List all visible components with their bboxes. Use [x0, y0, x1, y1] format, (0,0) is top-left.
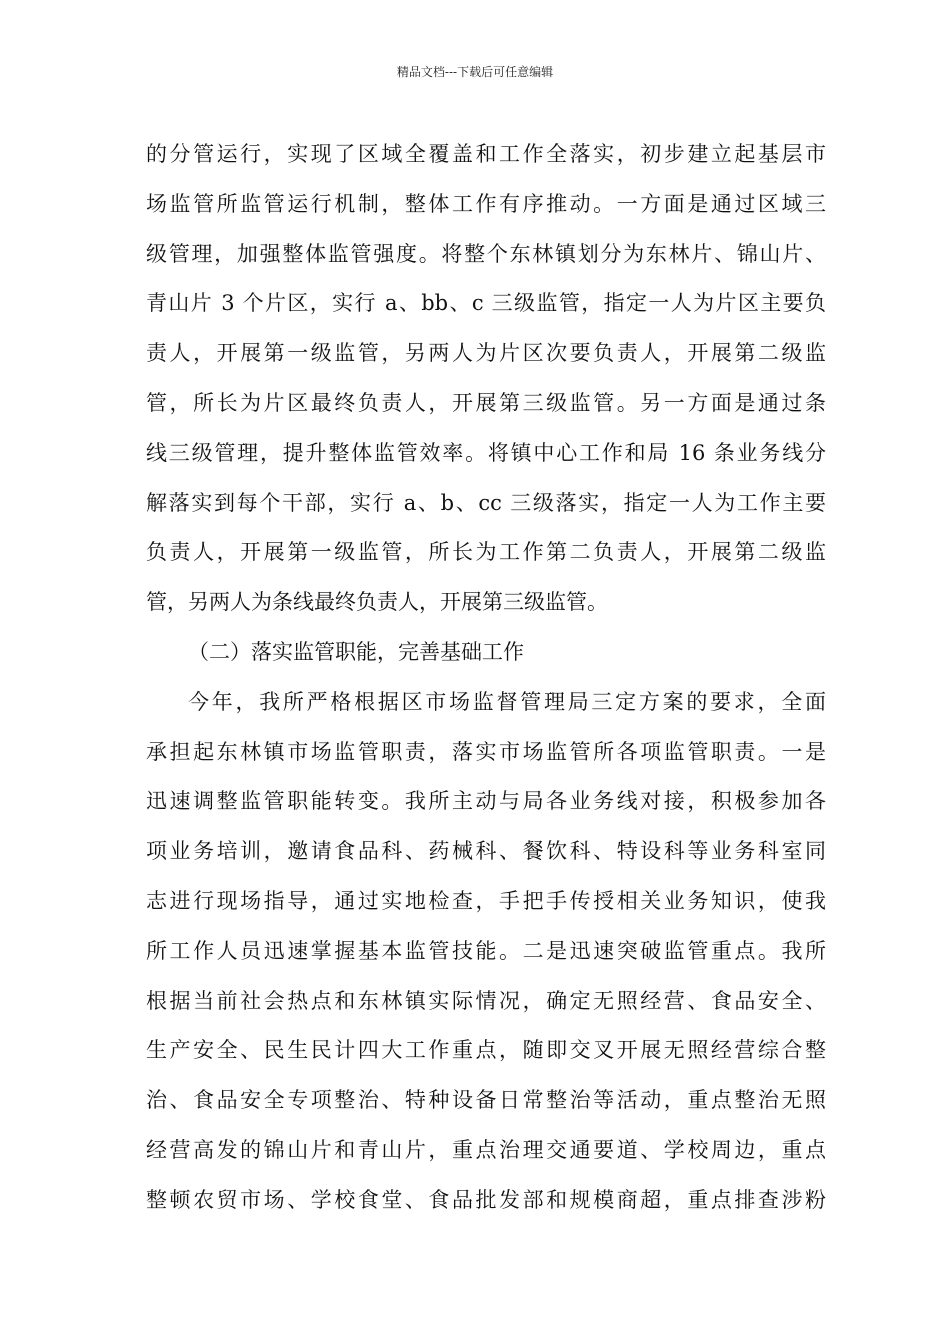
body-line: 级管理，加强整体监管强度。将整个东林镇划分为东林片、锦山片、 — [146, 241, 826, 266]
body-line: 承担起东林镇市场监管职责，落实市场监管所各项监管职责。一是 — [146, 739, 826, 764]
body-line: 所工作人员迅速掌握基本监管技能。二是迅速突破监管重点。我所 — [146, 938, 826, 963]
section-heading: （二）落实监管职能，完善基础工作 — [188, 639, 524, 664]
body-line: 负责人，开展第一级监管，所长为工作第二负责人，开展第二级监 — [146, 540, 826, 565]
paragraph-first-line: 今年，我所严格根据区市场监督管理局三定方案的要求，全面 — [188, 689, 826, 714]
body-line: 责人，开展第一级监管，另两人为片区次要负责人，开展第二级监 — [146, 341, 826, 366]
body-line: 生产安全、民生民计四大工作重点，随即交叉开展无照经营综合整 — [146, 1038, 826, 1063]
body-line: 场监管所监管运行机制，整体工作有序推动。一方面是通过区域三 — [146, 191, 826, 216]
body-line: 根据当前社会热点和东林镇实际情况，确定无照经营、食品安全、 — [146, 988, 826, 1013]
body-line: 青山片 3 个片区，实行 a、bb、c 三级监管，指定一人为片区主要负 — [146, 291, 826, 316]
body-line: 治、食品安全专项整治、特种设备日常整治等活动，重点整治无照 — [146, 1088, 826, 1113]
body-line: 志进行现场指导，通过实地检查，手把手传授相关业务知识，使我 — [146, 888, 826, 913]
document-body — [146, 130, 826, 1226]
body-line: 线三级管理，提升整体监管效率。将镇中心工作和局 16 条业务线分 — [146, 440, 826, 465]
body-line: 项业务培训，邀请食品科、药械科、餐饮科、特设科等业务科室同 — [146, 839, 826, 864]
page-header: 精品文档---下载后可任意编辑 — [396, 65, 554, 79]
body-line: 解落实到每个干部，实行 a、b、cc 三级落实，指定一人为工作主要 — [146, 490, 826, 515]
body-line: 整顿农贸市场、学校食堂、食品批发部和规模商超，重点排查涉粉 — [146, 1187, 826, 1212]
body-line: 的分管运行，实现了区域全覆盖和工作全落实，初步建立起基层市 — [146, 142, 826, 166]
body-line: 迅速调整监管职能转变。我所主动与局各业务线对接，积极参加各 — [146, 789, 826, 814]
body-line: 经营高发的锦山片和青山片，重点治理交通要道、学校周边，重点 — [146, 1137, 826, 1162]
body-line: 管，另两人为条线最终负责人，开展第三级监管。 — [146, 590, 608, 615]
body-line: 管，所长为片区最终负责人，开展第三级监管。另一方面是通过条 — [146, 390, 826, 415]
